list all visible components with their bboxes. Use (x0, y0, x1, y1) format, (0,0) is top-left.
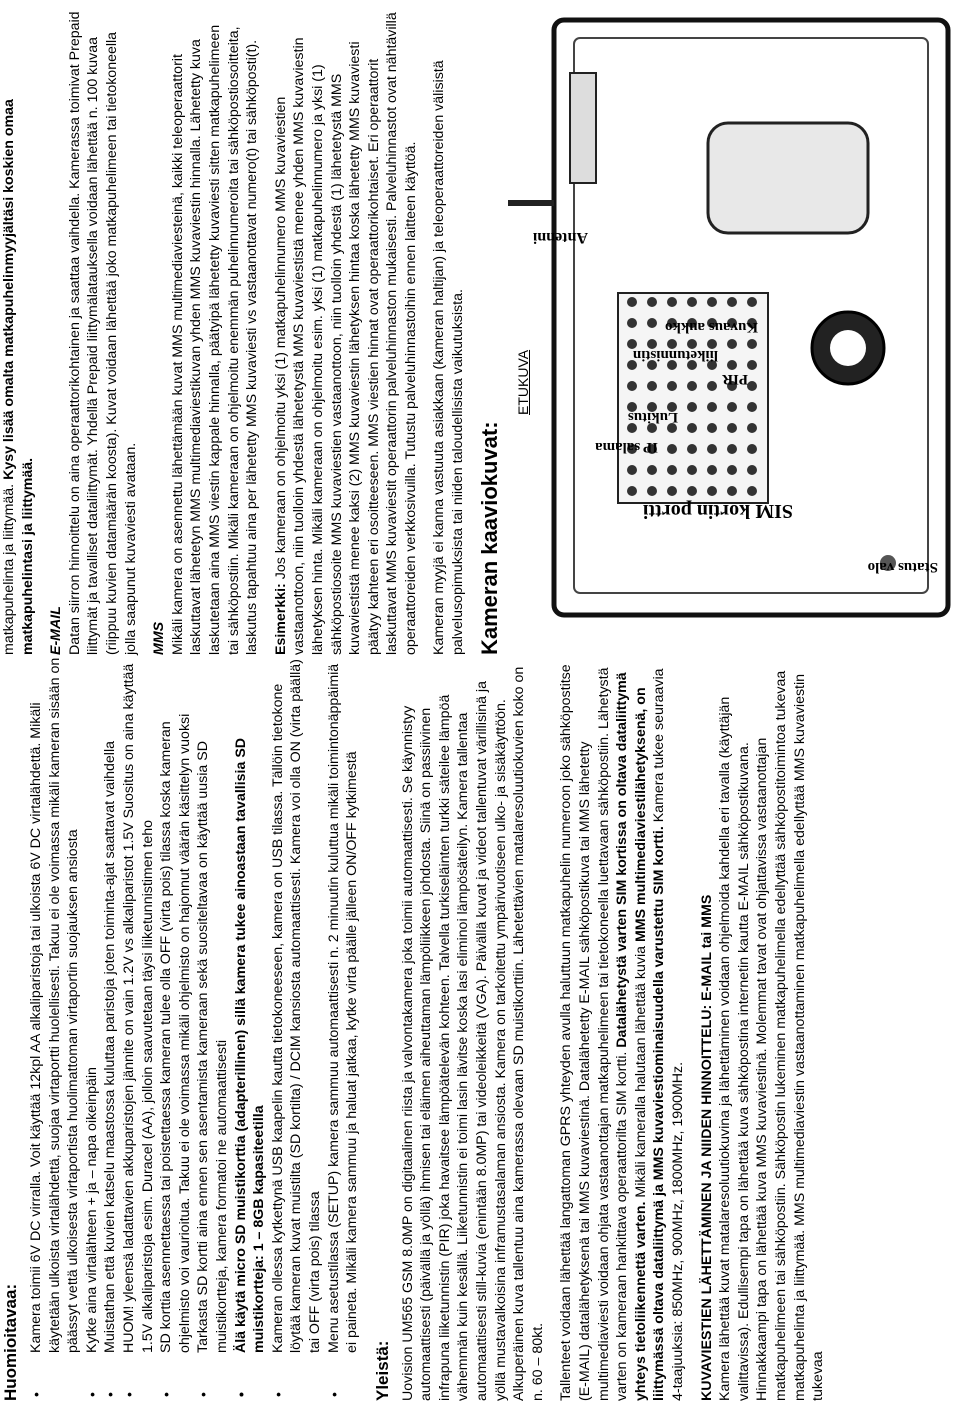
closing-paragraph: Kameran myyjä ei kanna vastuuta asiakkaan (kameran haltijan) ja teleoperaattoreiden välisistä palvelusopimuksista tai niiden taloudellisista vaikutuksista. (431, 60, 467, 655)
ir-led (627, 297, 637, 307)
email-paragraph: Datan siirron hinnoittelu on aina operaattorikohtainen ja saattaa vaihdella. Kamerassa toimivat Prepaid liittymät ja tavalliset dataliittymät. Yhdellä Prepaid liittymälatauksella voidaan lähettää n. 100 kuvaa (riippuu kuvien datamäärän koosta). Kuvat voidaan lähettää joko matkapuhelimeen tai tietokoneella jolla saapunut kuvaviesti avataan. (66, 11, 139, 655)
ir-led (727, 297, 737, 307)
gprs-bold-text: Datalähetystä varten SIM kortissa on oltava dataliittymä yhteys tietoliikennettä varten. (614, 672, 649, 1401)
yleista-paragraph: Uovision UM565 GSM 8.0MP on digitaalinen riista ja valvontakamera joka toimii automaattisesti. Se käynnistyy automaattisesti (päivällä ja yöllä) ihmisen tai eläimen aiheuttaman lämpöliikkeen johdosta. Siinä on passiivinen infrapuna liiketunnistin (PIR) joka havaitsee lämpöätelevän kohteen. Talvella turkiseläinten turkki säteilee lämpöä vähemmän kuin kesällä. Liiketunnistin ei toimi lasin lävitse koska lasi eliminoi lämpösäteilyn. Kamera tallentaa automaattisesti still-kuvia (enintään 8.0MP) tai videoleikkeitä (VGA). Päivällä kuvat ja videot tallentuvat värillisinä ja yöllä mustavalkoisina inframustasalaman ansiosta. Kamera on tarkoitettu ympärivuotiseen ulko- ja sisäkäyttöön. Alkuperäinen kuva tallentuu aina kamerassa olevaan SD muistikorttiin. Lähetettävien matalaresoluutiokuvien koko on n. 60 – 80kt. (399, 666, 546, 1401)
latch (570, 73, 596, 183)
label-lukitus: Lukitus (627, 409, 678, 425)
ir-led (747, 360, 757, 370)
note-item: • Kamera toimii 6V DC virralla. Voit käyttää 12kpl AA alkaliparistoja tai ulkoista 6V DC virtalähdettä. Mikäli käytetään ulkoista virtalähdettä, suojaa virtaportti huolellisesti. Takuu ei ole voimassa mikäli kameran sisään on päässyt vettä ulkoisesta virtaportista huolimattoman virtaportin suojauksen ansiosta (27, 657, 83, 1401)
example-paragraph (272, 7, 421, 655)
ir-led (707, 402, 717, 412)
label-kuvaus-aukko: Kuvaus aukko (665, 319, 758, 335)
ir-led (747, 444, 757, 454)
ir-led (647, 318, 657, 328)
ir-led (707, 444, 717, 454)
kuvaviestien-paragraph: Kamera lähettää kuvat matalaresoluutiokuvina ja lähettäminen voidaan ohjelmoida kahdella eri tavalla (käyttäjän valittavissa). Edullisempi tapa on lähettää kuva sähköpostina internetin kautta E-MAIL sähköpostikuvana. Hinnakkaampi tapa on lähettää kuva MMS kuvaviestinä. Molemmat tavat ovat ohjattavissa vastaanottajan matkapuhelimeen tai sähköpostiin. Sähköpostin lukeminen matkapuhelimella edellyttää sähköpostitoimintoa tukevaa matkapuhelinta ja liittymää. MMS multimediaviestin vastaanottaminen matkapuhelimella edellyttää MMS kuvaviestin tukevaa (717, 670, 827, 1401)
ir-led (687, 486, 697, 496)
ir-led (727, 360, 737, 370)
ir-led (747, 297, 757, 307)
ir-led (727, 423, 737, 433)
front-view-label: ETUKUVA (514, 349, 531, 415)
intro-paragraph (0, 7, 37, 655)
ir-led (647, 381, 657, 391)
ir-led (627, 381, 637, 391)
label-sim-kortin-portti: SIM kortin portti (643, 500, 793, 522)
ir-led (727, 402, 737, 412)
ir-led (727, 486, 737, 496)
ir-led (627, 486, 637, 496)
ir-led (707, 465, 717, 475)
ir-led (747, 339, 757, 349)
ir-led (747, 423, 757, 433)
ir-led (687, 423, 697, 433)
note-item: • HUOM! yleensä ladattavien akkuparistojen jännite on vain 1.2V vs alkaliparistot 1.5V Suositus on aina käyttää 1.5V alkaliparistoja esim. Duracel (AA), jolloin saavutetaan täysi liiketunnistimen teho (120, 657, 157, 1401)
ir-led (667, 465, 677, 475)
note-item: • Muistathan että kuvien katselu maastossa kuluttaa paristoja joten toiminta-ajat saattavat vaihdella (101, 657, 120, 1401)
camera-diagram-svg (532, 12, 954, 623)
ir-led (627, 318, 637, 328)
note-item: • Kytke aina virtalähteen + ja – napa oikeinpäin (83, 657, 102, 1401)
ir-led (747, 465, 757, 475)
intro-text: matkapuhelinta ja liittymää. (1, 479, 17, 655)
huomioitavaa-heading: Huomioitavaa: (1, 1283, 20, 1401)
gprs-bold-text: MMS multimediaviestilähetyksenä, on liittymässä oltava dataliittymä ja MMS kuvaviestiominaisuudella varustettu SIM kortti. (632, 687, 668, 1401)
ir-led (667, 486, 677, 496)
ir-led (687, 444, 697, 454)
ir-led (667, 381, 677, 391)
ir-led (647, 465, 657, 475)
gprs-text: Tallenteet voidaan lähettää langattoman GPRS yhteyden avulla haluttuun matkapuhelin numeroon joko sähköpostitse (E-MAIL) datalähetyksenä tai MMS kuvaviestinä. Datalähetetty E-MAIL sähköpostikuva tai MMS lähetetty multimediaviesti voidaan ohjata vastaanottajan matkapuhelimeen tai tietokoneella luettavaan sähköpostiin. Lähetystä varten on kameraan hankittava operaattorilta SIM kortti. (558, 664, 631, 1401)
ir-led (647, 297, 657, 307)
label-antenni: Antenni (532, 229, 588, 246)
gprs-paragraph (557, 657, 687, 1401)
ir-led (707, 486, 717, 496)
right-column (0, 7, 532, 655)
left-column (0, 657, 828, 1401)
ir-led (667, 444, 677, 454)
yleista-heading: Yleistä: (372, 1340, 392, 1401)
ir-led (687, 402, 697, 412)
ir-led (687, 465, 697, 475)
ir-led (707, 381, 717, 391)
ir-led (667, 297, 677, 307)
gprs-text: Kamera tukee seuraavia 4-taajuuksia: 850MHz, 900MHz, 1800MHz, 1900MHz. (651, 668, 686, 1401)
mms-paragraph: Mikäli kamera on asennettu lähettämään kuvat MMS multimediaviesteinä, kaikki teleoperaattorit laskuttavat lähetetyn MMS multimediaviestikuvan yhden MMS kuvaviestin hinnalla. Lähetetty kuva laskutetaan aina MMS viestin kappale hinnalla, päätyipä lähetetty kuvaviesti sitten matkapuhelimeen tai sähköpostiin. Mikäli kameraan on ohjelmoitu enemmän puhelinnumeroita tai sähköpostiosoitteita, laskutus tapahtuu aina per lähetetty MMS kuvaviesti vs vastaanottavat numero(t) tai sähköposti(t). (169, 24, 261, 655)
ir-led (627, 465, 637, 475)
label-ip-salama: IP salama (595, 439, 658, 455)
ir-led (687, 381, 697, 391)
diagram-title: Kameran kaaviokuvat: (476, 421, 502, 655)
ir-led (727, 444, 737, 454)
camera-lens-inner (830, 330, 866, 366)
note-item: • Menu asetustilassa (SETUP) kamera sammuu automaattisesti n. 2 minuutin kuluttua mikäli toimintonäppäimiä ei paineta. Mikäli kamera sammuu ja haluat jatkaa, kytke virta päälle jälleen ON/OFF kytkimestä (325, 657, 362, 1401)
example-text: Jos kameraan on ohjelmoitu yksi (1) matkapuhelinnumero MMS kuvaviestien vastaanottoon, niin tuolloin yhdestä lähetetystä MMS kuvaviestistä menee yhden MMS kuvaviestin lähetyksen hinta. Mikäli kameraan on ohjelmoitu esim. yksi (1) matkapuhelinnumero ja yksi (1) sähköpostiosoite MMS kuvaviestien vastaanottoon, niin tuolloin yhdestä (1) lähetetystä MMS kuvaviestistä menee kaksi (2) MMS kuvaviestin lähetyksen hintaa koska lähetetty MMS kuvaviesti päätyy kahteen eri osoitteeseen. MMS viestien hinnat ovat operaattorikohtaiset. Eri operaattorit laskuttavat MMS kuvaviestit operaattorin palveluhinnaston mukaisesti. Palveluhinnastot ovat nähtävillä operaattoreiden verkkosivuilla. Tutustu palveluhinnastoihin ennen laitteen käyttöä. (272, 12, 419, 655)
ir-led (727, 339, 737, 349)
example-label: Esimerkki: (272, 583, 289, 655)
kuvaviestien-heading: KUVAVIESTIEN LÄHETTÄMINEN JA NIIDEN HINNOITTELU: E-MAIL tai MMS (698, 894, 715, 1401)
note-item: • Tarkasta SD kortti aina ennen sen asentamista kameraan sekä suositeltavaa on käyttää uusia SD muistikortteja, kamera formatoi ne automaattisesti (194, 657, 231, 1401)
ir-led (707, 297, 717, 307)
ir-led (647, 486, 657, 496)
gprs-text: Mikäli kameralla halutaan lähettää kuvia (632, 942, 649, 1202)
ir-led (687, 297, 697, 307)
note-item: • Kameran ollessa kytkettynä USB kaapelin kautta tietokoneeseen, kamera on USB tilassa. Tällöin tietokone löytää kameran kuvat muistilta (SD kortilta) / DCIM kansiosta automaattisesti. Kamera voi olla ON (virta päällä) tai OFF (virta pois) tilassa (269, 657, 325, 1401)
pir-sensor (708, 123, 868, 233)
label-status-valo: Status valo (867, 559, 938, 575)
ir-led (707, 423, 717, 433)
note-item: • SD korttia asennettaessa tai poistettaessa kameran tulee olla OFF (virta pois) tilassa koska kameran ohjelmisto voi vaurioitua. Takuu ei ole voimassa mikäli ohjelmisto on hajonnut väärän käsittelyn vuoksi (157, 657, 194, 1401)
notes-list (27, 657, 362, 1401)
mms-heading: MMS (151, 621, 168, 655)
label-pir: PIR (722, 371, 748, 387)
label-liiketunnistin: liiketunnistin (632, 347, 718, 363)
ir-led (727, 465, 737, 475)
note-item-bold: • Älä käytä micro SD muistikorttia (adapterillinen) sillä kamera tukee ainoastaan tavallisia SD muistikortteja: 1 – 8GB kapasiteetilla (232, 657, 269, 1401)
ir-led (747, 402, 757, 412)
ir-led (747, 486, 757, 496)
email-heading: E-MAIL (48, 606, 65, 655)
camera-front-diagram (532, 12, 954, 623)
intro-bold-text: Kysy lisää omalta matkapuhelinmyyjältäsi koskien omaa matkapuhelintasi ja liittymää. (1, 99, 36, 655)
